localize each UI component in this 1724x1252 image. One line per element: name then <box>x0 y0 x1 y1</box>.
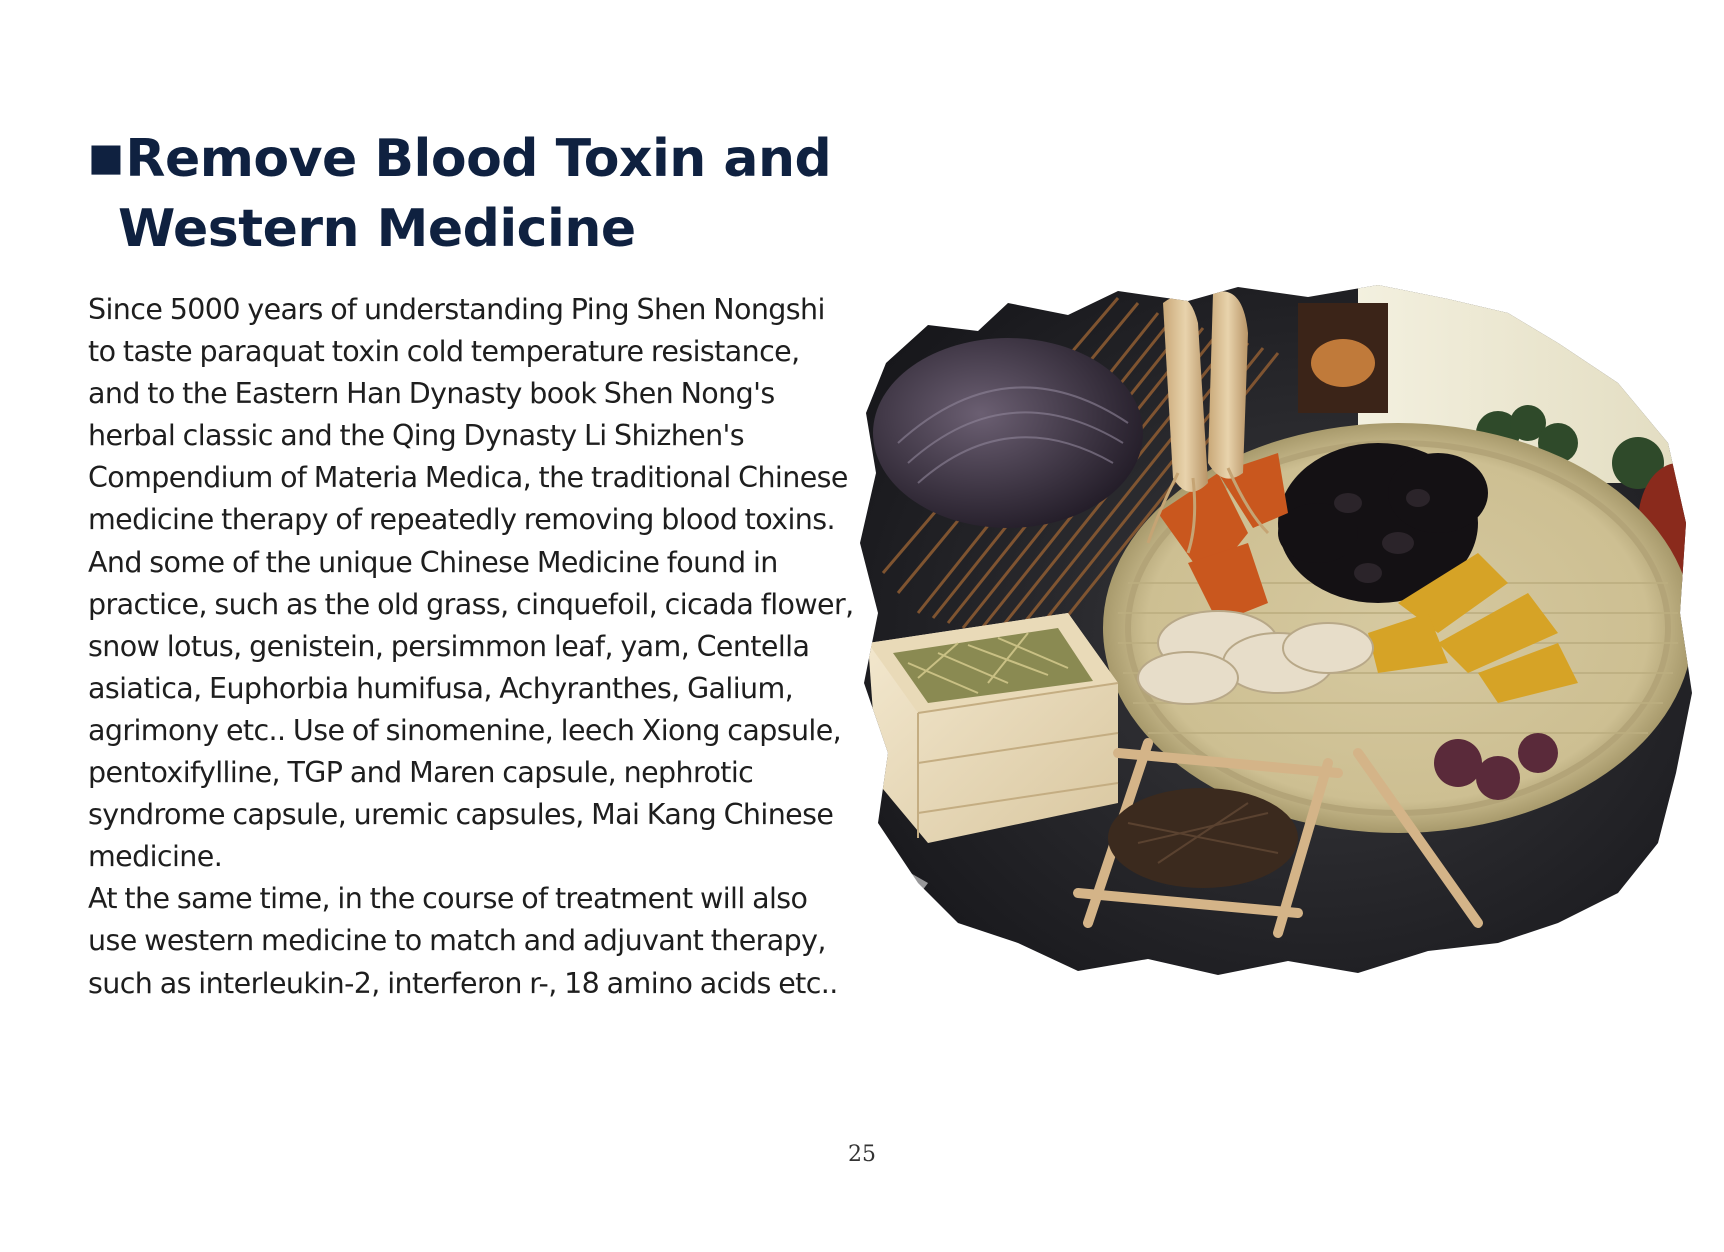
square-bullet-icon: ■ <box>88 135 124 179</box>
heading-line-1: Remove Blood Toxin and <box>125 129 832 189</box>
heading-line-2: Western Medicine <box>118 199 636 259</box>
body-paragraph-2: At the same time, in the course of treatment will also use western medicine to match and adjuvant therapy, such as interleukin-2, interferon r-, 18 amino acids etc.. <box>88 882 838 1000</box>
section-heading <box>88 122 848 264</box>
page-number: 25 <box>848 1142 876 1167</box>
body-paragraph-1: Since 5000 years of understanding Ping Shen Nongshi to taste paraquat toxin cold temperature resistance, and to the Eastern Han Dynasty book Shen Nong's herbal classic and the Qing Dynasty Li Shizhen's Compendium of Materia Medica, the traditional Chinese medicine therapy of repeatedly removing blood toxins. And some of the unique Chinese Medicine found in practice, such as the old grass, cinquefoil, cicada flower, snow lotus, genistein, persimmon leaf, yam, Centella asiatica, Euphorbia humifusa, Achyranthes, Galium, agrimony etc.. Use of sinomenine, leech Xiong capsule, pentoxifylline, TGP and Maren capsule, nephrotic syndrome capsule, uremic capsules, Mai Kang Chinese medicine. <box>88 293 854 874</box>
herbal-medicine-photo <box>858 283 1694 993</box>
body-text <box>88 289 858 1005</box>
